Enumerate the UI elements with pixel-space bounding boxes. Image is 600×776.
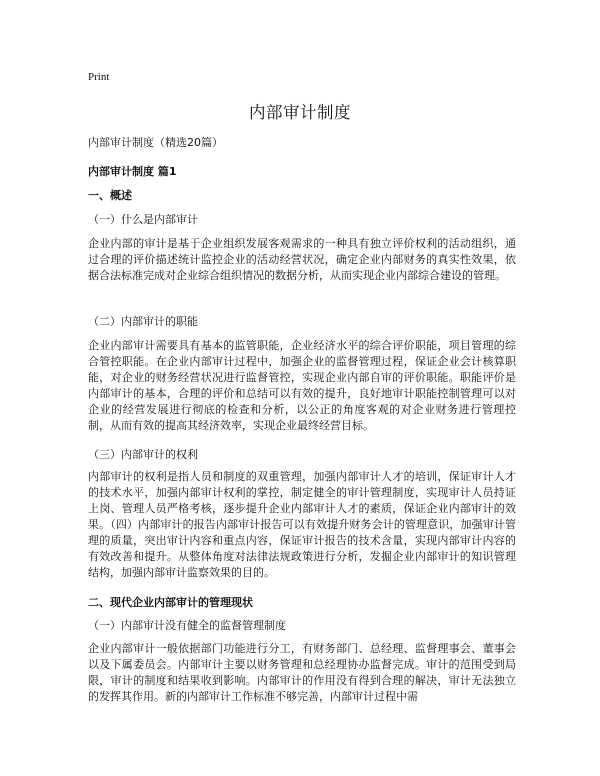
- paragraph-rights: 内部审计的权利是指人员和制度的双重管理，加强内部审计人才的培训，保证审计人才的技术水平，加强内部审计权利的掌控，制定健全的审计管理制度，实现审计人员持证上岗、管理人员严格考核，逐步提升企业内部审计人才的素质，保证企业内部审计的效果。（四）内部审计的报告内部审计报告可以有效提升财务会计的管理意识，加强审计管理的质量，突出审计内容和重点内容，保证审计报告的技术含量，实现内部审计内容的有效改善和提升。从整体角度对法律法规政策进行分析，发掘企业内部审计的知识管理结构，加强内部审计监察效果的目的。: [88, 470, 516, 579]
- print-label[interactable]: Print: [88, 71, 110, 83]
- document-title: 内部审计制度: [249, 103, 351, 122]
- document-subtitle: 内部审计制度（精选20篇）: [88, 136, 223, 149]
- subheading-no-system: （一）内部审计没有健全的监督管理制度: [88, 619, 286, 632]
- paragraph-no-system: 企业内部审计一般依据部门功能进行分工，有财务部门、总经理、监督理事会、董事会以及下属委员会。内部审计主要以财务管理和总经理协办监督完成。审计的范围受到局限，审计的制度和结果收到影响。内部审计的作用没有得到合理的解决，审计无法独立的发挥其作用。新的内部审计工作标准不够完善，内部审计过程中需: [88, 642, 516, 703]
- subheading-rights: （三）内部审计的权利: [88, 448, 198, 461]
- paragraph-what-is: 企业内部的审计是基于企业组织发展客观需求的一种具有独立评价权利的活动组织，通过合理的评价描述统计监控企业的活动经营状况，确定企业内部财务的真实性效果，依据合法标准完成对企业综合组织情况的数据分析，从而实现企业内部综合建设的管理。: [88, 237, 516, 282]
- paragraph-functions: 企业内部审计需要具有基本的监管职能，企业经济水平的综合评价职能，项目管理的综合管控职能。在企业内部审计过程中，加强企业的监督管理过程，保证企业会计核算职能，对企业的财务经营状况进行监督管控，实现企业内部自审的评价职能。职能评价是内部审计的基本，合理的评价和总结可以有效的提升，良好地审计职能控制管理可以对企业的经营发展进行彻底的检查和分析，以公正的角度客观的对企业财务进行管理控制，从而有效的提高其经济效率，实现企业最终经营目标。: [88, 339, 516, 432]
- section-heading: 内部审计制度 篇1: [88, 165, 177, 178]
- heading-overview: 一、概述: [88, 189, 132, 202]
- heading-status: 二、现代企业内部审计的管理现状: [88, 596, 253, 609]
- subheading-what-is: （一）什么是内部审计: [88, 213, 198, 226]
- subheading-functions: （二）内部审计的职能: [88, 315, 198, 328]
